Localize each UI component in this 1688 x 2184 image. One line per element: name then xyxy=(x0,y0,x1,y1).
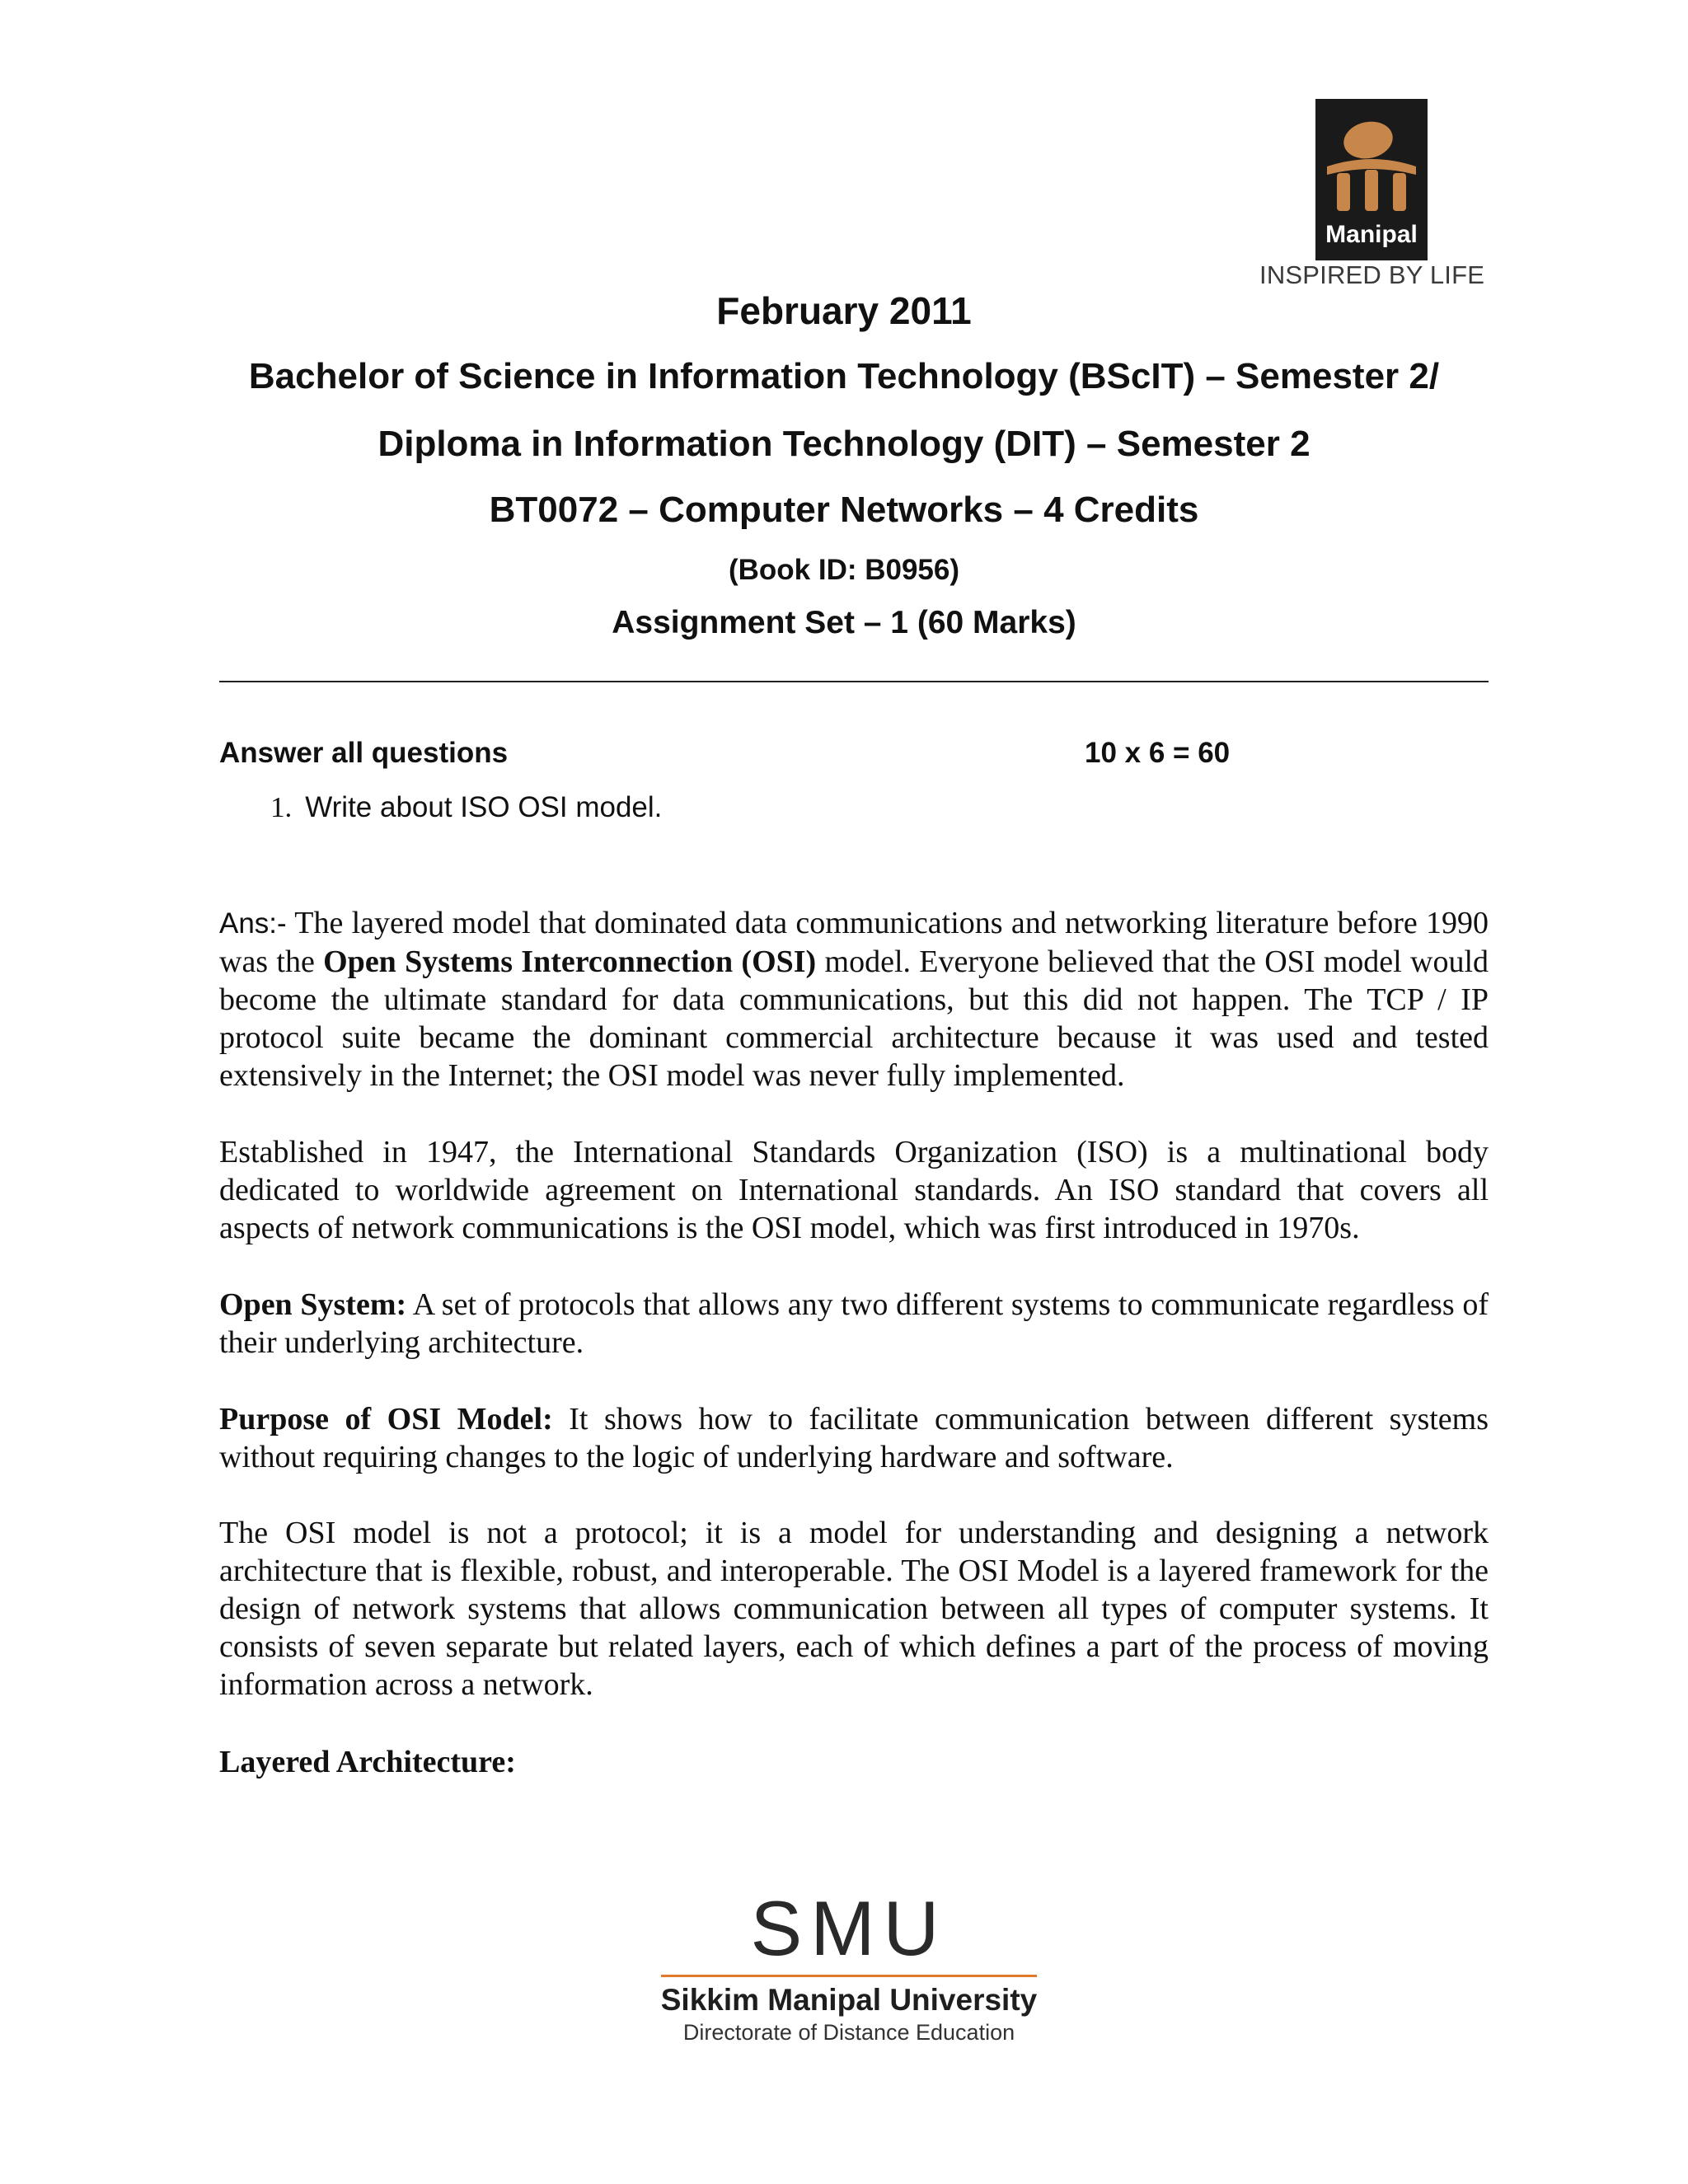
course-title: BT0072 – Computer Networks – 4 Credits xyxy=(489,490,1199,530)
program-title-dit: Diploma in Information Technology (DIT) – Semester 2 xyxy=(377,424,1311,464)
layered-architecture-heading xyxy=(219,1743,1489,1781)
answer-paragraph-1-text-b: model. Everyone believed that the OSI model would become the ultimate standard for data communications, but this did not happen. The TCP / IP protocol suite became the dominant commercial architecture because it was used and tested extensively in the Internet; the OSI model was never fully implemented. xyxy=(219,944,1489,1093)
smu-logo xyxy=(651,1887,1047,2044)
smu-logo-mark: SMU xyxy=(750,1885,948,1971)
smu-logo-divider xyxy=(661,1975,1037,1977)
assignment-title: Assignment Set – 1 (60 Marks) xyxy=(612,605,1076,640)
purpose-heading: Purpose of OSI Model: xyxy=(219,1402,553,1436)
answer-paragraph-2: Established in 1947, the International Standards Organization (ISO) is a multinational body dedicated to worldwide agreement on International standards. An ISO standard that covers all aspects of network communications is the OSI model, which was first introduced in 1970s. xyxy=(219,1135,1489,1245)
manipal-tagline: INSPIRED BY LIFE xyxy=(1259,260,1485,289)
open-system-heading: Open System: xyxy=(219,1287,407,1322)
open-system-paragraph xyxy=(219,1286,1489,1361)
layered-architecture-label: Layered Architecture: xyxy=(219,1745,516,1779)
answer-paragraph-1 xyxy=(219,904,1489,1094)
marks-summary: 10 x 6 = 60 xyxy=(1085,737,1231,769)
purpose-paragraph xyxy=(219,1400,1489,1476)
question-1 xyxy=(270,791,662,824)
manipal-logo-name: Manipal xyxy=(1325,221,1418,248)
header-divider xyxy=(219,681,1489,682)
instructions-label: Answer all questions xyxy=(219,737,509,769)
smu-university-name: Sikkim Manipal University xyxy=(660,1983,1038,2017)
answer-paragraph-5: The OSI model is not a protocol; it is a model for understanding and designing a network architecture that is flexible, robust, and interoperable. The OSI Model is a layered framework for the design of network systems that allows communication between all types of computer systems. It consists of seven separate but related layers, each of which defines a part of the process of moving information across a network. xyxy=(219,1516,1489,1702)
answer-prefix: Ans:- xyxy=(219,907,287,940)
answer-paragraph-1-text-a: The layered model that dominated data communications and networking literature before 1990 was the xyxy=(219,906,1489,979)
program-title-bscit: Bachelor of Science in Information Technology (BScIT) – Semester 2/ xyxy=(248,356,1440,396)
purpose-text: It shows how to facilitate communication between different systems without requiring changes to the logic of underlying hardware and software. xyxy=(219,1402,1489,1474)
question-number: 1. xyxy=(270,791,293,823)
manipal-logo xyxy=(1253,96,1492,293)
question-text: Write about ISO OSI model. xyxy=(305,791,663,823)
manipal-emblem-icon xyxy=(1315,99,1428,260)
smu-directorate: Directorate of Distance Education xyxy=(682,2020,1015,2045)
document-date: February 2011 xyxy=(716,289,972,332)
book-id: (Book ID: B0956) xyxy=(728,554,960,586)
open-system-text: A set of protocols that allows any two different systems to communicate regardless of their underlying architecture. xyxy=(219,1287,1489,1360)
answer-paragraph-1-bold: Open Systems Interconnection (OSI) xyxy=(323,944,817,979)
